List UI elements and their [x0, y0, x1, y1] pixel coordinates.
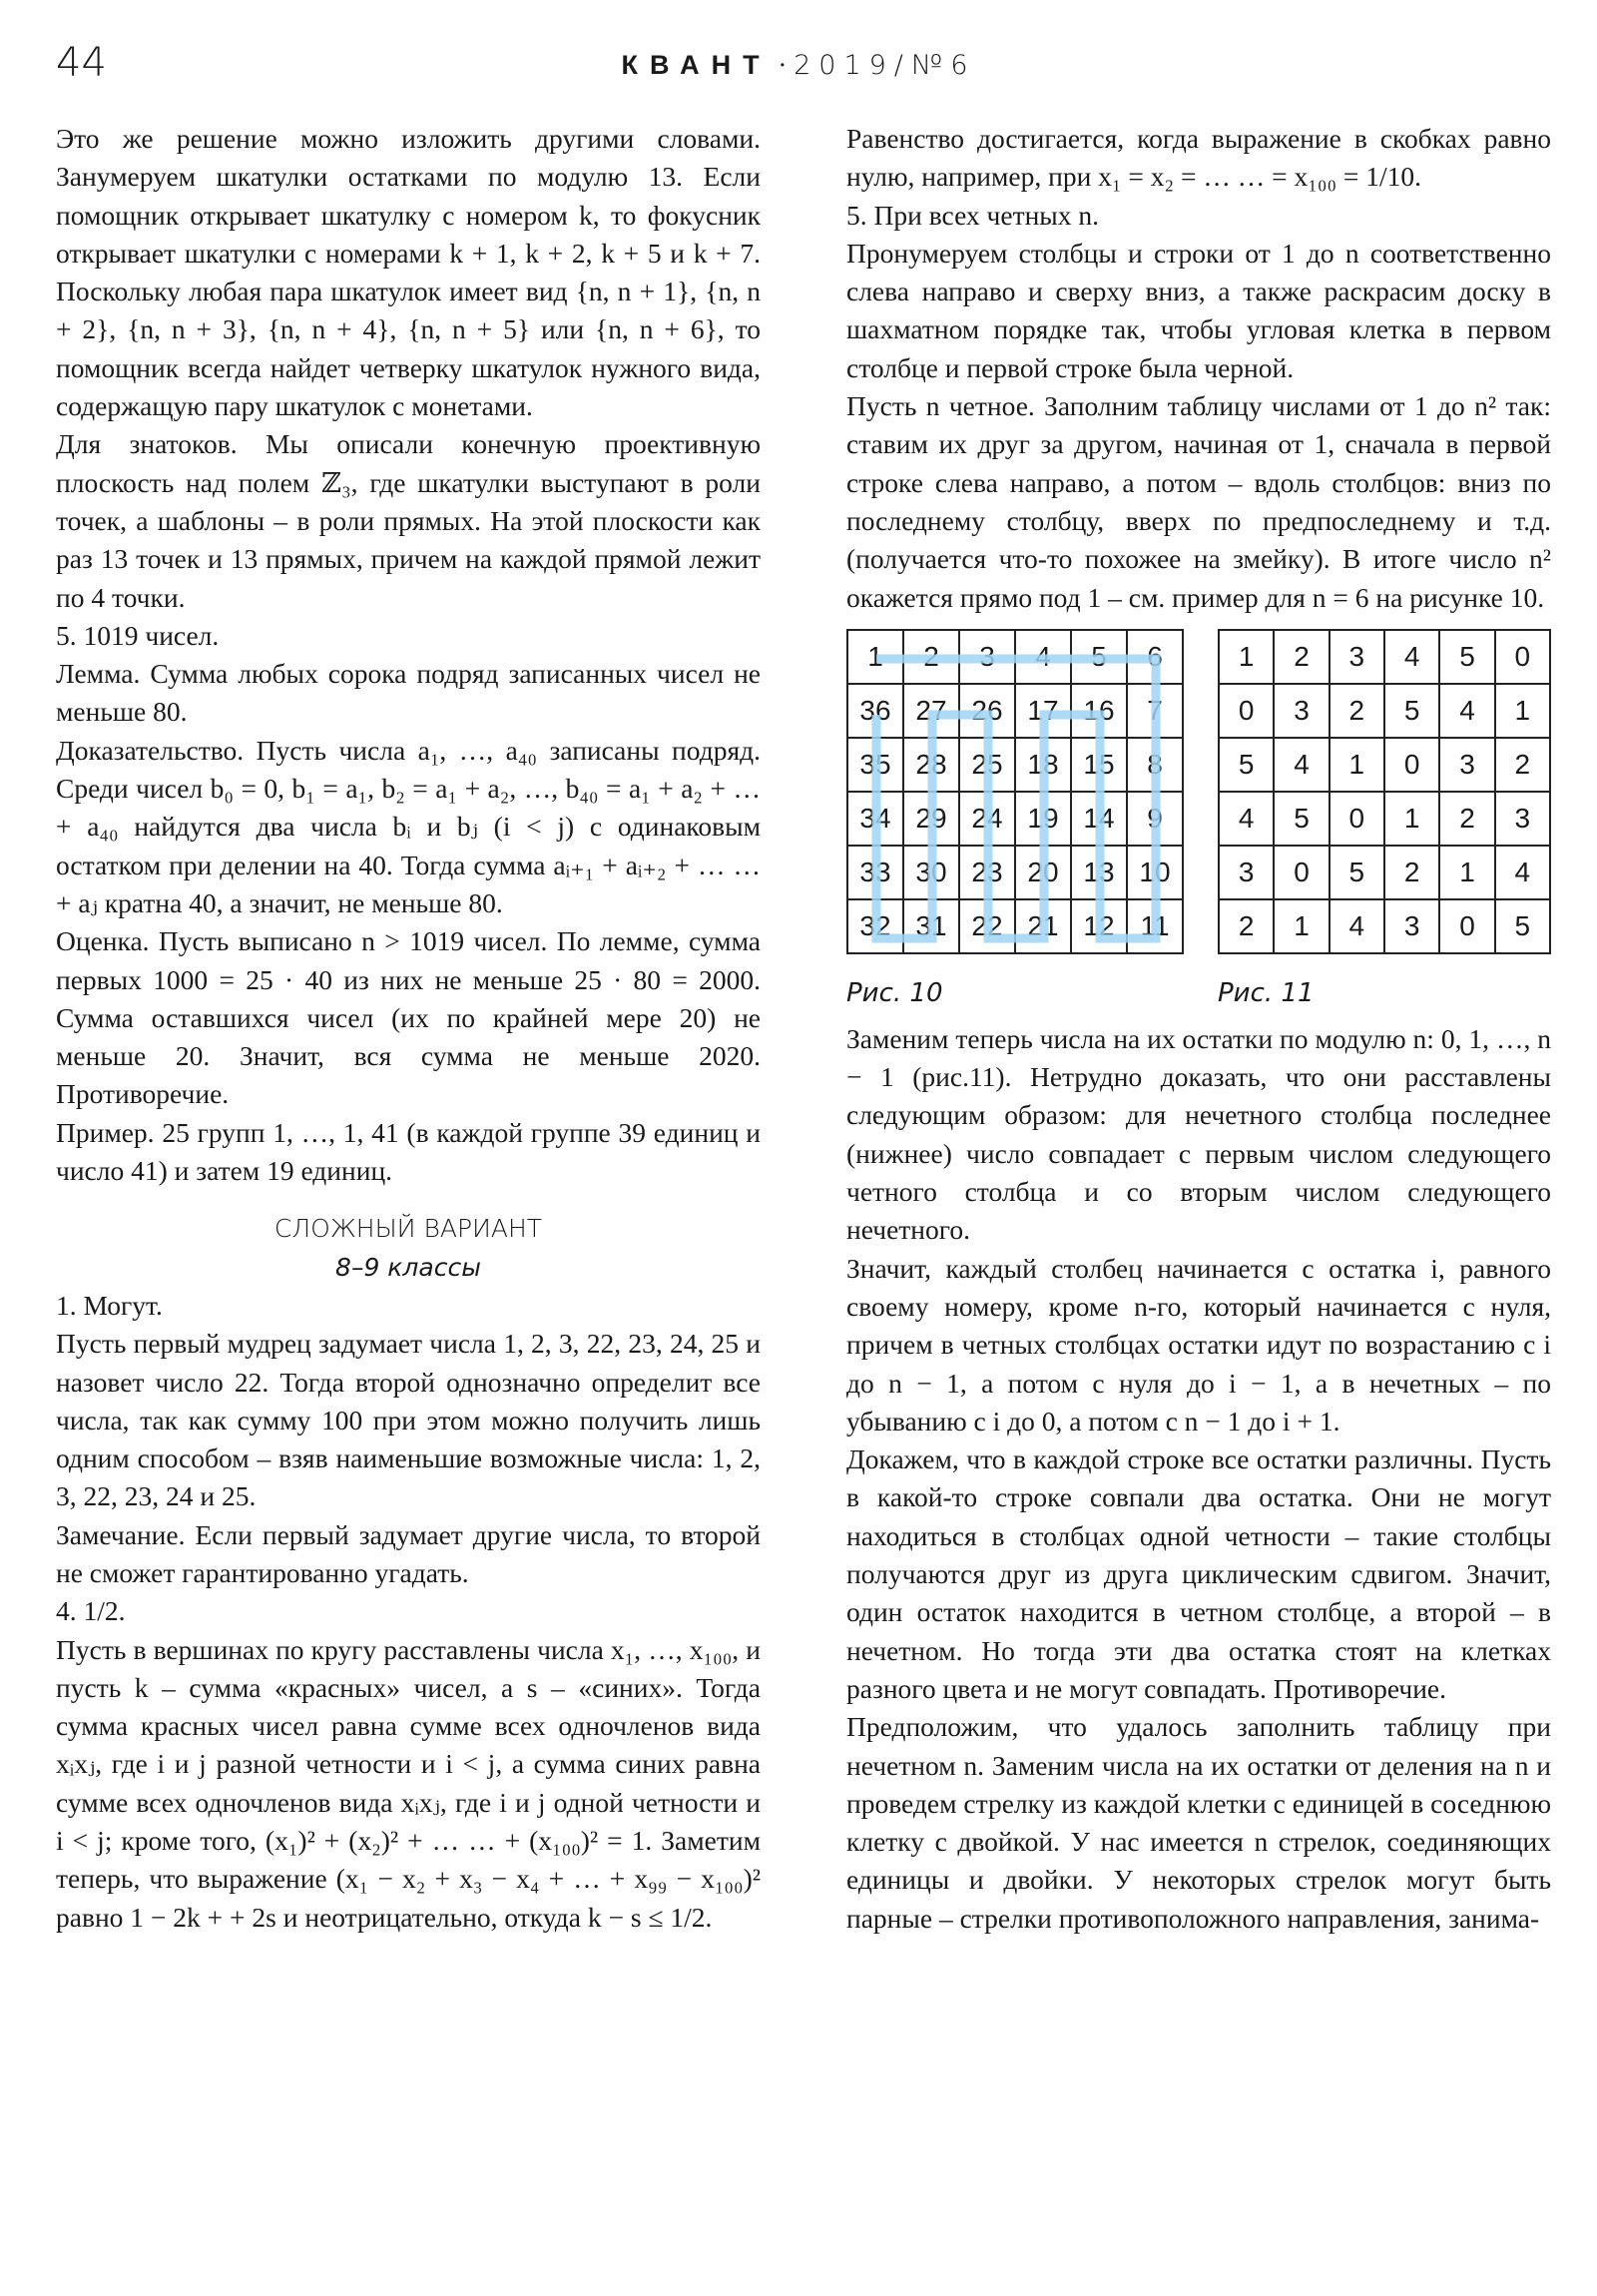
- grid-cell: 1: [1330, 738, 1384, 792]
- paragraph: 5. 1019 чисел.: [56, 619, 220, 651]
- grid-cell: 4: [1219, 792, 1274, 846]
- grid-cell: 4: [1439, 684, 1494, 738]
- grid-cell: 5: [1219, 738, 1274, 792]
- figure-11-grid: [1218, 629, 1551, 954]
- grid-row: [847, 684, 1183, 738]
- grid-cell: 5: [1274, 792, 1329, 846]
- paragraph: Оценка. Пусть выписано n > 1019 чисел. По лемме, сумма первых 1000 = 25 · 40 из них не меньше 25 · 80 = 2000. Сумма оставшихся чисел (их по крайней мере 20) не меньше 20. Значит, вся сумма не меньше 2020. Противоречие.: [56, 925, 761, 1110]
- grid-row: [847, 792, 1183, 846]
- header-separator: ·: [778, 50, 788, 80]
- paragraph: Замечание. Если первый задумает другие числа, то второй не сможет гарантированно угадать.: [56, 1518, 761, 1588]
- paragraph: Пусть в вершинах по кругу расставлены числа x₁, …, x₁₀₀, и пусть k – сумма «красных» чисел, а s – «синих». Тогда сумма красных чисел равна сумме всех одночленов вида xᵢxⱼ, где i и j разной четности и i < j, а сумма синих равна сумме всех одночленов вида xᵢxⱼ, где i и j одной четности и i < j; кроме того, (x₁)² + (x₂)² + … … + (x₁₀₀)² = 1. Заметим теперь, что выражение (x₁ − x₂ + x₃ − x₄ + … + x₉₉ − x₁₀₀)² равно 1 − 2k + + 2s и неотрицательно, откуда k − s ≤ 1/2.: [56, 1633, 761, 1933]
- paragraph: Лемма. Сумма любых сорока подряд записанных чисел не меньше 80.: [56, 658, 761, 728]
- grid-cell: 30: [903, 846, 959, 899]
- grid-row: [847, 630, 1183, 684]
- paragraph: Пронумеруем столбцы и строки от 1 до n соответственно слева направо и сверху вниз, а также раскрасим доску в шахматном порядке так, чтобы угловая клетка в первом столбце и первой строке была черной.: [846, 237, 1551, 383]
- grid-cell: 18: [1015, 738, 1071, 792]
- grid-cell: 29: [903, 792, 959, 846]
- grid-cell: 0: [1219, 684, 1274, 738]
- paragraph: Это же решение можно изложить другими словами. Занумеруем шкатулки остатками по модулю 13. Если помощник открывает шкатулку с номером k, то фокусник открывает шкатулки с номерами k + 1, k + 2, k + 5 и k + 7. Поскольку любая пара шкатулок имеет вид {n, n + 1}, {n, n + 2}, {n, n + 3}, {n, n + 4}, {n, n + 5} или {n, n + 6}, то помощник всегда найдет четверку шкатулок нужного вида, содержащую пару шкатулок с монетами.: [56, 123, 761, 422]
- grid-cell: 21: [1015, 899, 1071, 953]
- grid-row: [1219, 630, 1550, 684]
- grid-cell: 2: [1384, 846, 1439, 899]
- grid-cell: 16: [1071, 684, 1127, 738]
- section-subtitle: 8–9 классы: [335, 1252, 481, 1282]
- paragraph: Пусть n четное. Заполним таблицу числами от 1 до n² так: ставим их друг за другом, начиная от 1, сначала в первой строке слева направо, а потом – вдоль столбцов: вниз по последнему столбцу, вверх по предпоследнему и т.д. (получается что-то похожее на змейку). В итоге число n² окажется прямо под 1 – см. пример для n = 6 на рисунке 10.: [846, 390, 1551, 613]
- grid-cell: 8: [1127, 738, 1183, 792]
- grid-cell: 2: [1330, 684, 1384, 738]
- grid-cell: 24: [959, 792, 1015, 846]
- page-number: 44: [56, 40, 107, 86]
- paragraph: Значит, каждый столбец начинается с остатка i, равного своему номеру, кроме n-го, который начинается с нуля, причем в четных столбцах остатки идут по возрастанию с i до n − 1, а потом с нуля до i − 1, а в нечетных – по убыванию с i до 0, а потом с n − 1 до i + 1.: [846, 1252, 1551, 1436]
- running-header: [0, 50, 1597, 81]
- figure-10-caption: Рис. 10: [846, 977, 943, 1008]
- grid-cell: 27: [903, 684, 959, 738]
- grid-cell: 3: [1274, 684, 1329, 738]
- grid-cell: 3: [1439, 738, 1494, 792]
- grid-cell: 6: [1127, 630, 1183, 684]
- grid-cell: 9: [1127, 792, 1183, 846]
- grid-cell: 5: [1330, 846, 1384, 899]
- grid-cell: 5: [1071, 630, 1127, 684]
- issue-label: 2019/№6: [794, 50, 976, 81]
- grid-cell: 36: [847, 684, 903, 738]
- section-title: СЛОЖНЫЙ ВАРИАНТ: [273, 1214, 543, 1244]
- grid-cell: 0: [1384, 738, 1439, 792]
- grid-cell: 32: [847, 899, 903, 953]
- right-column: [846, 120, 1551, 1938]
- grid-cell: 20: [1015, 846, 1071, 899]
- left-column: [56, 120, 761, 1937]
- grid-row: [847, 899, 1183, 953]
- paragraph: Пусть первый мудрец задумает числа 1, 2, 3, 22, 23, 24, 25 и назовет число 22. Тогда второй однозначно определит все числа, так как сумму 100 при этом можно получить лишь одним способом – взяв наименьшие возможные числа: 1, 2, 3, 22, 23, 24 и 25.: [56, 1328, 761, 1512]
- figure-10-grid: [846, 629, 1184, 954]
- grid-cell: 2: [903, 630, 959, 684]
- paragraph: 1. Могут.: [56, 1289, 163, 1321]
- figure-11-caption: Рис. 11: [1218, 977, 1315, 1008]
- grid-cell: 1: [1384, 792, 1439, 846]
- grid-cell: 1: [847, 630, 903, 684]
- paragraph: Равенство достигается, когда выражение в скобках равно нулю, например, при x₁ = x₂ = … … = x₁₀₀ = 1/10.: [846, 123, 1551, 193]
- grid-cell: 2: [1439, 792, 1494, 846]
- paragraph: 5. При всех четных n.: [846, 199, 1100, 231]
- grid-cell: 23: [959, 846, 1015, 899]
- paragraph: Доказательство. Пусть числа a₁, …, a₄₀ записаны подряд. Среди чисел b₀ = 0, b₁ = a₁, b₂ = a₁ + a₂, …, b₄₀ = a₁ + a₂ + … + a₄₀ найдутся два числа bᵢ и bⱼ (i < j) с одинаковым остатком при делении на 40. Тогда сумма aᵢ₊₁ + aᵢ₊₂ + … … + aⱼ кратна 40, а значит, не меньше 80.: [56, 734, 761, 918]
- grid-cell: 0: [1439, 899, 1494, 953]
- grid-cell: 26: [959, 684, 1015, 738]
- grid-cell: 31: [903, 899, 959, 953]
- grid-cell: 2: [1274, 630, 1329, 684]
- grid-cell: 2: [1219, 899, 1274, 953]
- grid-cell: 34: [847, 792, 903, 846]
- paragraph: Заменим теперь числа на их остатки по модулю n: 0, 1, …, n − 1 (рис.11). Нетрудно доказать, что они расставлены следующим образом: для нечетного столбца последнее (нижнее) число совпадает с первым числом следующего четного столбца и со вторым числом следующего нечетного.: [846, 1022, 1551, 1246]
- paragraph: Предположим, что удалось заполнить таблицу при нечетном n. Заменим числа на их остатки от деления на n и проведем стрелку из каждой клетки с единицей в соседнюю клетку с двойкой. У нас имеется n стрелок, соединяющих единицы и двойки. У некоторых стрелок могут быть парные – стрелки противоположного направления, занима-: [846, 1711, 1551, 1934]
- grid-cell: 10: [1127, 846, 1183, 899]
- grid-cell: 0: [1495, 630, 1550, 684]
- grid-cell: 3: [1330, 630, 1384, 684]
- grid-row: [1219, 738, 1550, 792]
- grid-cell: 25: [959, 738, 1015, 792]
- grid-cell: 13: [1071, 846, 1127, 899]
- grid-cell: 15: [1071, 738, 1127, 792]
- grid-cell: 4: [1495, 846, 1550, 899]
- grid-cell: 17: [1015, 684, 1071, 738]
- paragraph: Пример. 25 групп 1, …, 1, 41 (в каждой группе 39 единиц и число 41) и затем 19 единиц.: [56, 1116, 761, 1187]
- grid-row: [1219, 846, 1550, 899]
- grid-cell: 1: [1495, 684, 1550, 738]
- grid-cell: 3: [1384, 899, 1439, 953]
- grid-cell: 4: [1384, 630, 1439, 684]
- grid-row: [1219, 684, 1550, 738]
- grid-cell: 1: [1219, 630, 1274, 684]
- grid-row: [1219, 792, 1550, 846]
- grid-cell: 19: [1015, 792, 1071, 846]
- grid-cell: 2: [1495, 738, 1550, 792]
- grid-cell: 4: [1015, 630, 1071, 684]
- grid-cell: 1: [1274, 899, 1329, 953]
- grid-cell: 35: [847, 738, 903, 792]
- grid-cell: 3: [1495, 792, 1550, 846]
- grid-cell: 7: [1127, 684, 1183, 738]
- grid-cell: 28: [903, 738, 959, 792]
- grid-cell: 5: [1495, 899, 1550, 953]
- paragraph: 4. 1/2.: [56, 1595, 126, 1627]
- grid-cell: 0: [1274, 846, 1329, 899]
- grid-cell: 14: [1071, 792, 1127, 846]
- grid-cell: 5: [1439, 630, 1494, 684]
- grid-cell: 3: [1219, 846, 1274, 899]
- grid-cell: 12: [1071, 899, 1127, 953]
- grid-row: [1219, 899, 1550, 953]
- grid-cell: 3: [959, 630, 1015, 684]
- grid-row: [847, 738, 1183, 792]
- journal-name: КВАНТ: [621, 50, 772, 80]
- grid-cell: 33: [847, 846, 903, 899]
- grid-cell: 22: [959, 899, 1015, 953]
- grid-cell: 11: [1127, 899, 1183, 953]
- grid-cell: 5: [1384, 684, 1439, 738]
- grid-cell: 4: [1330, 899, 1384, 953]
- grid-cell: 4: [1274, 738, 1329, 792]
- grid-row: [847, 846, 1183, 899]
- grid-cell: 1: [1439, 846, 1494, 899]
- paragraph: Докажем, что в каждой строке все остатки различны. Пусть в какой-то строке совпали два остатка. Они не могут находиться в столбцах одной четности – такие столбцы получаются друг из друга циклическим сдвигом. Значит, один остаток находится в четном столбце, а второй – в нечетном. Но тогда эти два остатка стоят на клетках разного цвета и не могут совпадать. Противоречие.: [846, 1443, 1551, 1704]
- grid-cell: 0: [1330, 792, 1384, 846]
- paragraph: Для знатоков. Мы описали конечную проективную плоскость над полем ℤ₃, где шкатулки выступают в роли точек, а шаблоны – в роли прямых. На этой плоскости как раз 13 точек и 13 прямых, причем на каждой прямой лежит по 4 точки.: [56, 428, 761, 613]
- figures-block: [846, 629, 1551, 1016]
